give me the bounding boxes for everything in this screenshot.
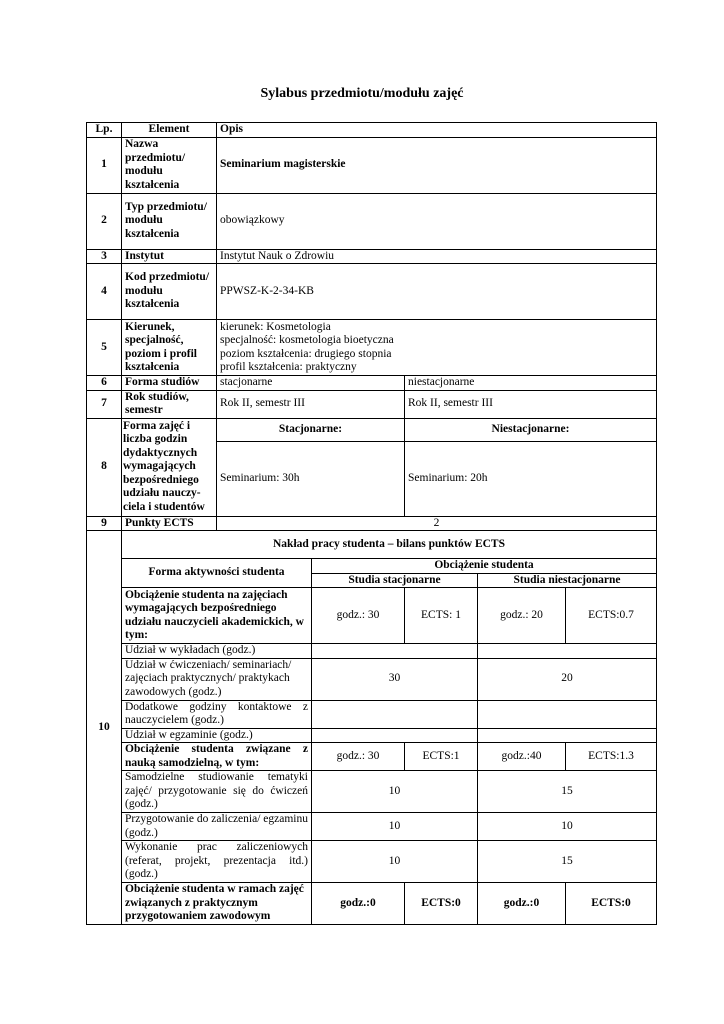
- table-row: [87, 813, 657, 841]
- obciazenie-header: Obciążenie studenta: [312, 559, 657, 574]
- activity-label: Obciążenie studenta w ramach zajęć związanych z praktycznym przygotowaniem zawodowym: [122, 883, 312, 925]
- niestac-ects: ECTS:1.3: [566, 743, 657, 771]
- element-label: Forma studiów: [122, 376, 217, 391]
- element-label: Instytut: [122, 249, 217, 264]
- table-row: [87, 193, 657, 249]
- table-row: [87, 658, 657, 700]
- stac-ects: ECTS:0: [405, 883, 478, 925]
- stac-value: [312, 644, 478, 659]
- row-number: 5: [87, 320, 122, 376]
- stac-ects: ECTS:1: [405, 743, 478, 771]
- stac-hours: godz.:0: [312, 883, 405, 925]
- stac-value: 10: [312, 841, 478, 883]
- activity-label: Udział w wykładach (godz.): [122, 644, 312, 659]
- niestac-value: [478, 644, 657, 659]
- table-row: [87, 841, 657, 883]
- stacjonarne-value: Seminarium: 30h: [217, 441, 405, 516]
- niestac-value: 15: [478, 841, 657, 883]
- ects-value: 2: [217, 516, 657, 531]
- element-label: Forma zajęć i liczba godzin dydaktycznych wymagających bezpośredniego udziału nauczy-ciela i studentów: [122, 418, 217, 516]
- element-label: Kierunek, specjalność, poziom i profil kształcenia: [122, 320, 217, 376]
- header-row: [87, 123, 657, 138]
- activity-label: Obciążenie studenta związane z nauką samodzielną, w tym:: [122, 743, 312, 771]
- table-row: [87, 700, 657, 728]
- table-row: [87, 771, 657, 813]
- activity-label: Udział w ćwiczeniach/ seminariach/ zajęciach praktycznych/ praktykach zawodowych (godz.): [122, 658, 312, 700]
- element-label: Punkty ECTS: [122, 516, 217, 531]
- activity-label: Udział w egzaminie (godz.): [122, 728, 312, 743]
- stac-value: 30: [312, 658, 478, 700]
- stac-hours: godz.: 30: [312, 743, 405, 771]
- table-row: [87, 644, 657, 659]
- niestac-value: [478, 728, 657, 743]
- table-row: [87, 137, 657, 193]
- table-row: [87, 559, 657, 574]
- stacjonarne-header: Stacjonarne:: [217, 418, 405, 441]
- niestacjonarne-value: Rok II, semestr III: [405, 390, 657, 418]
- row-number: 1: [87, 137, 122, 193]
- element-label: Nazwa przedmiotu/ modułu kształcenia: [122, 137, 217, 193]
- stacjonarne-value: stacjonarne: [217, 376, 405, 391]
- stac-ects: ECTS: 1: [405, 588, 478, 644]
- niestac-hours: godz.:40: [478, 743, 566, 771]
- table-row: [87, 390, 657, 418]
- row-number: 2: [87, 193, 122, 249]
- niestac-value: 15: [478, 771, 657, 813]
- element-value: kierunek: Kosmetologia specjalność: kosmetologia bioetyczna poziom kształcenia: drugiego stopnia profil kształcenia: praktyczny: [217, 320, 657, 376]
- activity-label: Dodatkowe godziny kontaktowe z nauczycielem (godz.): [122, 700, 312, 728]
- niestac-hours: godz.:0: [478, 883, 566, 925]
- activity-label: Wykonanie prac zaliczeniowych (referat, projekt, prezentacja itd.) (godz.): [122, 841, 312, 883]
- row-number: 6: [87, 376, 122, 391]
- table-row: [87, 531, 657, 559]
- forma-aktywnosci-header: Forma aktywności studenta: [122, 559, 312, 588]
- stac-value: [312, 700, 478, 728]
- niestac-hours: godz.: 20: [478, 588, 566, 644]
- header-opis: Opis: [217, 123, 657, 138]
- table-row: [87, 588, 657, 644]
- activity-label: Samodzielne studiowanie tematyki zajęć/ przygotowanie się do ćwiczeń (godz.): [122, 771, 312, 813]
- niestac-value: 20: [478, 658, 657, 700]
- stac-value: [312, 728, 478, 743]
- row-number: 9: [87, 516, 122, 531]
- table-row: [87, 728, 657, 743]
- activity-label: Obciążenie studenta na zajęciach wymagających bezpośredniego udziału nauczycieli akademickich, w tym:: [122, 588, 312, 644]
- stacjonarne-value: Rok II, semestr III: [217, 390, 405, 418]
- niestacjonarne-header: Niestacjonarne:: [405, 418, 657, 441]
- table-row: [87, 320, 657, 376]
- element-label: Kod przedmiotu/ modułu kształcenia: [122, 264, 217, 320]
- activity-label: Przygotowanie do zaliczenia/ egzaminu (godz.): [122, 813, 312, 841]
- table-row: [87, 264, 657, 320]
- syllabus-table: [86, 122, 657, 925]
- studia-stacjonarne-header: Studia stacjonarne: [312, 573, 478, 588]
- row-number: 8: [87, 418, 122, 516]
- element-label: Rok studiów, semestr: [122, 390, 217, 418]
- studia-niestacjonarne-header: Studia niestacjonarne: [478, 573, 657, 588]
- row-number: 7: [87, 390, 122, 418]
- element-label: Typ przedmiotu/ modułu kształcenia: [122, 193, 217, 249]
- niestac-ects: ECTS:0: [566, 883, 657, 925]
- row-number: 3: [87, 249, 122, 264]
- ects-balance-heading: Nakład pracy studenta – bilans punktów ECTS: [122, 531, 657, 559]
- element-value: obowiązkowy: [217, 193, 657, 249]
- table-row: [87, 883, 657, 925]
- page-title: Sylabus przedmiotu/modułu zajęć: [260, 86, 464, 101]
- element-value: Seminarium magisterskie: [217, 137, 657, 193]
- stac-value: 10: [312, 813, 478, 841]
- row-number: 10: [87, 531, 122, 925]
- element-value: PPWSZ-K-2-34-KB: [217, 264, 657, 320]
- row-number: 4: [87, 264, 122, 320]
- niestacjonarne-value: Seminarium: 20h: [405, 441, 657, 516]
- table-row: [87, 376, 657, 391]
- niestac-value: [478, 700, 657, 728]
- element-value: Instytut Nauk o Zdrowiu: [217, 249, 657, 264]
- table-row: [87, 743, 657, 771]
- table-row: [87, 516, 657, 531]
- table-row: [87, 418, 657, 441]
- stac-hours: godz.: 30: [312, 588, 405, 644]
- niestac-ects: ECTS:0.7: [566, 588, 657, 644]
- stac-value: 10: [312, 771, 478, 813]
- niestacjonarne-value: niestacjonarne: [405, 376, 657, 391]
- header-lp: Lp.: [87, 123, 122, 138]
- table-row: [87, 249, 657, 264]
- niestac-value: 10: [478, 813, 657, 841]
- header-element: Element: [122, 123, 217, 138]
